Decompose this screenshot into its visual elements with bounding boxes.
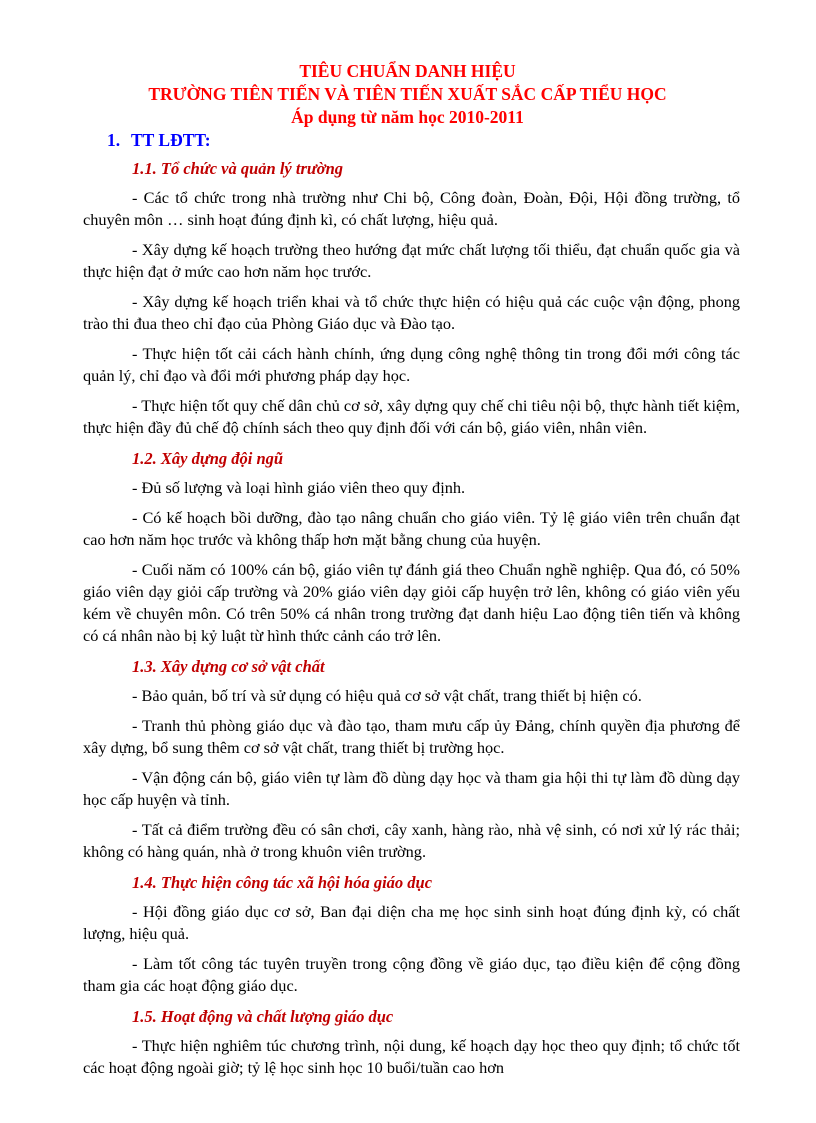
document-body [83, 126, 740, 1079]
subsection-1-5 [83, 1005, 740, 1079]
paragraph: - Vận động cán bộ, giáo viên tự làm đồ dùng dạy học và tham gia hội thi tự làm đồ dùng dạy học cấp huyện và tỉnh. [83, 768, 740, 809]
document-title-line-3: Áp dụng từ năm học 2010-2011 [291, 107, 524, 127]
paragraph: - Tất cả điểm trường đều có sân chơi, cây xanh, hàng rào, nhà vệ sinh, có nơi xử lý rác thải; không có hàng quán, nhà ở trong khuôn viên trường. [83, 820, 740, 861]
document-title-block [60, 60, 755, 129]
subsection-1-3-heading: 1.3. Xây dựng cơ sở vật chất [132, 657, 325, 676]
paragraph: - Các tổ chức trong nhà trường như Chi bộ, Công đoàn, Đoàn, Đội, Hội đồng trường, tổ chuyên môn … sinh hoạt đúng định kì, có chất lượng, hiệu quả. [83, 188, 740, 229]
subsection-1-1-heading: 1.1. Tổ chức và quản lý trường [132, 159, 344, 178]
paragraph: - Có kế hoạch bồi dưỡng, đào tạo nâng chuẩn cho giáo viên. Tỷ lệ giáo viên trên chuẩn đạt cao hơn năm học trước và không thấp hơn mặt bằng chung của huyện. [83, 508, 740, 549]
subsection-1-4 [83, 871, 740, 997]
paragraph: - Tranh thủ phòng giáo dục và đào tạo, tham mưu cấp ủy Đảng, chính quyền địa phương để xây dựng, bổ sung thêm cơ sở vật chất, trang thiết bị trường học. [83, 716, 740, 757]
subsection-1-2 [83, 447, 740, 647]
subsection-1-5-heading: 1.5. Hoạt động và chất lượng giáo dục [132, 1007, 394, 1026]
section-1-heading [107, 126, 740, 154]
paragraph: - Làm tốt công tác tuyên truyền trong cộng đồng về giáo dục, tạo điều kiện để cộng đồng tham gia các hoạt động giáo dục. [83, 954, 740, 995]
subsection-1-3 [83, 655, 740, 863]
section-1-number: 1. [107, 130, 121, 150]
subsection-1-4-heading: 1.4. Thực hiện công tác xã hội hóa giáo dục [132, 873, 433, 892]
paragraph: - Cuối năm có 100% cán bộ, giáo viên tự đánh giá theo Chuẩn nghề nghiệp. Qua đó, có 50% giáo viên dạy giỏi cấp trường và 20% giáo viên dạy giỏi cấp huyện trở lên, không có giáo viên yếu kém về chuyên môn. Có trên 50% cá nhân trong trường đạt danh hiệu Lao động tiên tiến và không có cá nhân nào bị kỷ luật từ hình thức cảnh cáo trở lên. [83, 560, 740, 645]
section-1-label: TT LĐTT: [131, 130, 211, 150]
paragraph: - Thực hiện tốt cải cách hành chính, ứng dụng công nghệ thông tin trong đổi mới công tác quản lý, chỉ đạo và đổi mới phương pháp dạy học. [83, 344, 740, 385]
paragraph: - Xây dựng kế hoạch triển khai và tổ chức thực hiện có hiệu quả các cuộc vận động, phong trào thi đua theo chỉ đạo của Phòng Giáo dục và Đào tạo. [83, 292, 740, 333]
paragraph: - Thực hiện nghiêm túc chương trình, nội dung, kế hoạch dạy học theo quy định; tổ chức tốt các hoạt động ngoài giờ; tỷ lệ học sinh học 10 buổi/tuần cao hơn [83, 1036, 740, 1077]
paragraph: - Thực hiện tốt quy chế dân chủ cơ sở, xây dựng quy chế chi tiêu nội bộ, thực hành tiết kiệm, thực hiện đầy đủ chế độ chính sách theo quy định đối với cán bộ, giáo viên, nhân viên. [83, 396, 740, 437]
paragraph: - Xây dựng kế hoạch trường theo hướng đạt mức chất lượng tối thiểu, đạt chuẩn quốc gia và thực hiện đạt ở mức cao hơn năm học trước. [83, 240, 740, 281]
paragraph: - Đủ số lượng và loại hình giáo viên theo quy định. [132, 478, 466, 497]
document-title-line-2: TRƯỜNG TIÊN TIẾN VÀ TIÊN TIẾN XUẤT SẮC CẤP TIỂU HỌC [148, 84, 667, 104]
subsection-1-2-heading: 1.2. Xây dựng đội ngũ [132, 449, 284, 468]
paragraph: - Bảo quản, bố trí và sử dụng có hiệu quả cơ sở vật chất, trang thiết bị hiện có. [132, 686, 642, 705]
document-title-line-1: TIÊU CHUẨN DANH HIỆU [299, 61, 516, 81]
subsection-1-1 [83, 157, 740, 439]
paragraph: - Hội đồng giáo dục cơ sở, Ban đại diện cha mẹ học sinh sinh hoạt đúng định kỳ, có chất lượng, hiệu quả. [83, 902, 740, 943]
